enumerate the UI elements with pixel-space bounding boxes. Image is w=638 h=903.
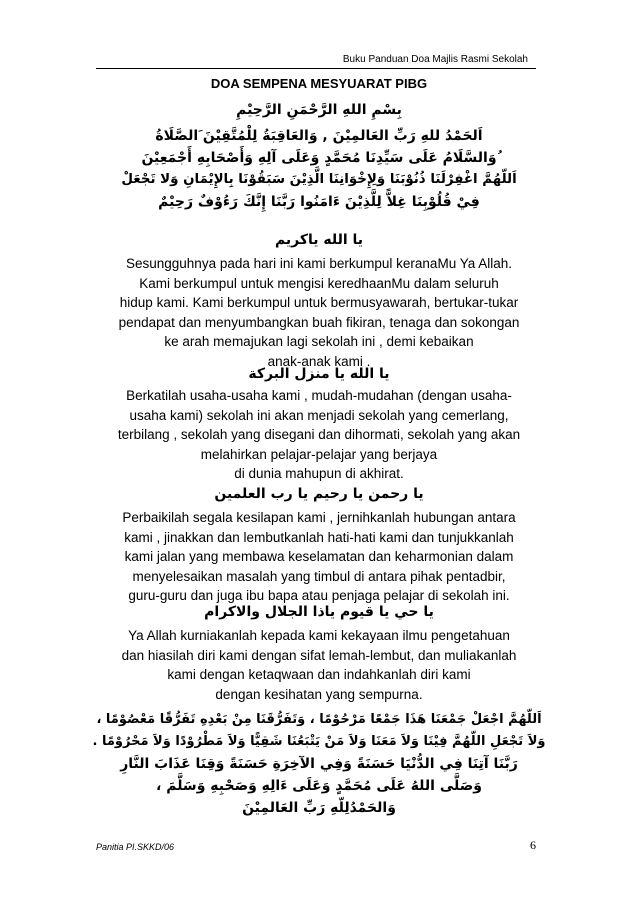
paragraph-line: menyelesaikan masalah yang timbul di antara pihak pentadbir, xyxy=(132,568,506,584)
arabic-closing-line: وَصَلَّى اللهُ عَلَى مُحَمَّدٍ وَعَلَى ءَالِهِ وَصَحْبِهِ وَسَلَّمَ ، xyxy=(156,778,482,794)
arabic-closing-line: وَلاَ تَجْعَلِ اللّهُمَّ فِيْنَا وَلاَ مَعَنَا وَلاَ مَنْ يَتْبَعُنَا شَقِيًّا وَلاَ مَطْرُوْدًا وَلاَ مَحْرُوْمًا . xyxy=(92,734,546,749)
arabic-opening-line: اَللّهُمَّ اغْفِرْلَنَا ذُنُوْبَنَا وَلِإِخْوَانِنَا الَّذِيْنَ سَبَقُوْنَا بِالإِيْمَانِ وَلا تَجْعَلْ xyxy=(121,172,517,187)
paragraph-line: kami , jinakkan dan lembutkanlah hati-hati kami dan tunjukkanlah xyxy=(124,529,514,545)
arabic-closing-line: رَبَّنَا آتِنَا فِي الدُّنْيَا حَسَنَةً وَفِي الآخِرَةِ حَسَنَةً وَقِنَا عَذَابَ النَّارِ xyxy=(120,756,518,772)
paragraph-line: Kami berkumpul untuk mengisi keredhaanMu dalam seluruh xyxy=(139,275,499,291)
paragraph-line: hidup kami. Kami berkumpul untuk bermusyawarah, bertukar-tukar xyxy=(119,295,519,310)
paragraph-line: guru-guru dan juga ibu bapa atau penjaga pelajar di sekolah ini. xyxy=(128,588,510,603)
section-paragraph xyxy=(80,254,558,371)
paragraph-line: dan hiasilah diri kami dengan sifat lemah-lembut, dan muliakanlah xyxy=(121,647,517,663)
arabic-closing-line: اَللّهُمَّ اجْعَلْ جَمْعَنَا هَذَا جَمْعًا مَرْحُوْمًا ، وَتَفَرُّقَنَا مِنْ بَعْدِهِ تَفَرُّقًا مَعْصُوْمًا ، xyxy=(96,712,542,727)
paragraph-line: usaha kami) sekolah ini akan menjadi sekolah yang cemerlang, xyxy=(129,407,509,423)
running-header xyxy=(96,54,536,69)
paragraph-line: ke arah memajukan lagi sekolah ini , demi kebaikan xyxy=(164,334,474,349)
paragraph-line: Berkatilah usaha-usaha kami , mudah-mudahan (dengan usaha- xyxy=(126,388,512,403)
section-paragraph xyxy=(80,386,558,484)
section-arabic-heading: يا حي يا قيوم ياذا الجلال والاكرام xyxy=(204,604,434,620)
page-number: 6 xyxy=(530,838,536,852)
paragraph-line: melahirkan pelajar-pelajar yang berjaya xyxy=(200,446,438,462)
footer-label: Panitia PI.SKKD/06 xyxy=(96,842,175,852)
section-arabic-heading: يا الله يا منزل البركة xyxy=(248,366,390,382)
paragraph-line: terbilang , sekolah yang disegani dan dihormati, sekolah yang akan xyxy=(117,427,521,442)
arabic-closing-line: وَالحَمْدُلِلّهِ رَبِّ العَالمِيْنَ xyxy=(242,800,396,816)
paragraph-line: Sesungguhnya pada hari ini kami berkumpul keranaMu Ya Allah. xyxy=(126,256,512,271)
paragraph-line: kami dengan ketaqwaan dan indahkanlah diri kami xyxy=(167,667,471,682)
paragraph-line: dengan kesihatan yang sempurna. xyxy=(215,686,423,702)
running-header-title: Buku Panduan Doa Majlis Rasmi Sekolah xyxy=(342,54,528,65)
arabic-opening-line: اَلحَمْدُ للهِ رَبِّ العَالمِيْنَ , وَالعَاقِبَةُ لِلْمُتَّقِيْنَ َالصَّلَاةُ xyxy=(155,128,483,144)
paragraph-line: anak-anak kami . xyxy=(267,353,371,369)
paragraph-line: pendapat dan menyumbangkan buah fikiran, tenaga dan sokongan xyxy=(118,314,520,330)
paragraph-line: di dunia mahupun di akhirat. xyxy=(234,466,404,481)
section-paragraph xyxy=(80,626,558,704)
basmalah: بِسْمِ اللهِ الرَّحْمَنِ الرَّحِيْمِ xyxy=(236,102,402,118)
section-arabic-heading: يا رحمن يا رحيم يا رب العلمين xyxy=(214,486,424,502)
arabic-opening-line: ُوَالسَّلَامُ عَلَى سَيِّدِنَا مُحَمَّدٍ وَعَلَى آلِهِ وَأَصْحَابِهِ أَجْمَعِيْنَ xyxy=(141,150,497,166)
paragraph-line: Ya Allah kurniakanlah kepada kami kekayaan ilmu pengetahuan xyxy=(128,628,510,643)
arabic-opening-line: فِيْ قُلُوْبِنَا غِلاًّ لِلَّذِيْنَ ءَامَنُوا رَبَّنَا إِنَّكَ رَءُوْفٌ رَحِيْمٌ xyxy=(158,194,480,210)
paragraph-line: kami jalan yang membawa keselamatan dan keharmonian dalam xyxy=(124,549,514,564)
paragraph-line: Perbaikilah segala kesilapan kami , jernihkanlah hubungan antara xyxy=(122,510,516,525)
section-arabic-heading: يا الله ياكريم xyxy=(274,232,364,248)
section-paragraph xyxy=(80,508,558,606)
page-title: DOA SEMPENA MESYUARAT PIBG xyxy=(210,76,428,91)
